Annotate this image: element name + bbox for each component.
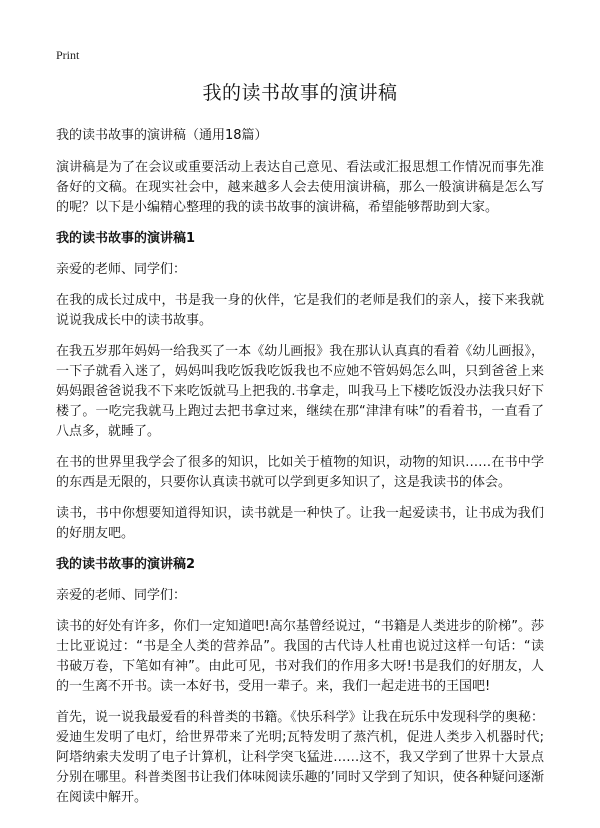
salutation: 亲爱的老师、同学们：: [56, 262, 187, 277]
section-heading: 我的读书故事的演讲稿2: [56, 557, 196, 572]
body-paragraph: 读书的好处有许多，你们一定知道吧!高尔基曾经说过，“书籍是人类进步的阶梯”。莎士比亚说过：“书是全人类的营养品”。我国的古代诗人杜甫也说过这样一句话：“读书破万卷，下笔如有神”。由此可见，书对我们的作用多大呀!书是我们的好朋友，人的一生离不开书。读一本好书，受用一辈子。来，我们一起走进书的王国吧!: [56, 619, 544, 694]
body-paragraph: 在书的世界里我学会了很多的知识，比如关于植物的知识，动物的知识……在书中学的东西是无限的，只要你认真读书就可以学到更多知识了，这是我读书的体会。: [56, 455, 544, 490]
document-subtitle: 我的读书故事的演讲稿（通用18篇）: [56, 128, 268, 143]
body-paragraph: 读书，书中你想要知道得知识，读书就是一种快了。让我一起爱读书，让书成为我们的好朋友吧。: [56, 506, 544, 541]
intro-paragraph: 演讲稿是为了在会议或重要活动上表达自己意见、看法或汇报思想工作情况而事先准备好的文稿。在现实社会中，越来越多人会去使用演讲稿，那么一般演讲稿是怎么写的呢？以下是小编精心整理的我的读书故事的演讲稿，希望能够帮助到大家。: [56, 160, 544, 215]
section-heading: 我的读书故事的演讲稿1: [56, 231, 196, 246]
body-paragraph: 首先，说一说我最爱看的科普类的书籍。《快乐科学》让我在玩乐中发现科学的奥秘：爱迪生发明了电灯，给世界带来了光明;瓦特发明了蒸汽机，促进人类步入机器时代;阿塔纳索夫发明了电子计算机，让科学突飞猛进……这不，我又学到了世界十大景点分别在哪里。科普类图书让我们体味阅读乐趣的’同时又学到了知识，使各种疑问逐渐在阅读中解开。: [56, 710, 544, 805]
salutation: 亲爱的老师、同学们：: [56, 588, 187, 603]
print-label: Print: [56, 48, 80, 62]
body-paragraph: 在我五岁那年妈妈一给我买了一本《幼儿画报》我在那认认真真的看着《幼儿画报》，一下子就看入迷了，妈妈叫我吃饭我吃饭我也不应她不管妈妈怎么叫，只到爸爸上来妈妈跟爸爸说我不下来吃饭就马上把我的.书拿走，叫我马上下楼吃饭没办法我只好下楼了。一吃完我就马上跑过去把书拿过来，继续在那“津津有味”的看着书，一直看了八点多，就睡了。: [56, 344, 544, 439]
body-paragraph: 在我的成长过成中，书是我一身的伙伴，它是我们的老师是我们的亲人，接下来我就说说我成长中的读书故事。: [56, 293, 544, 328]
document-title: 我的读书故事的演讲稿: [202, 82, 398, 104]
